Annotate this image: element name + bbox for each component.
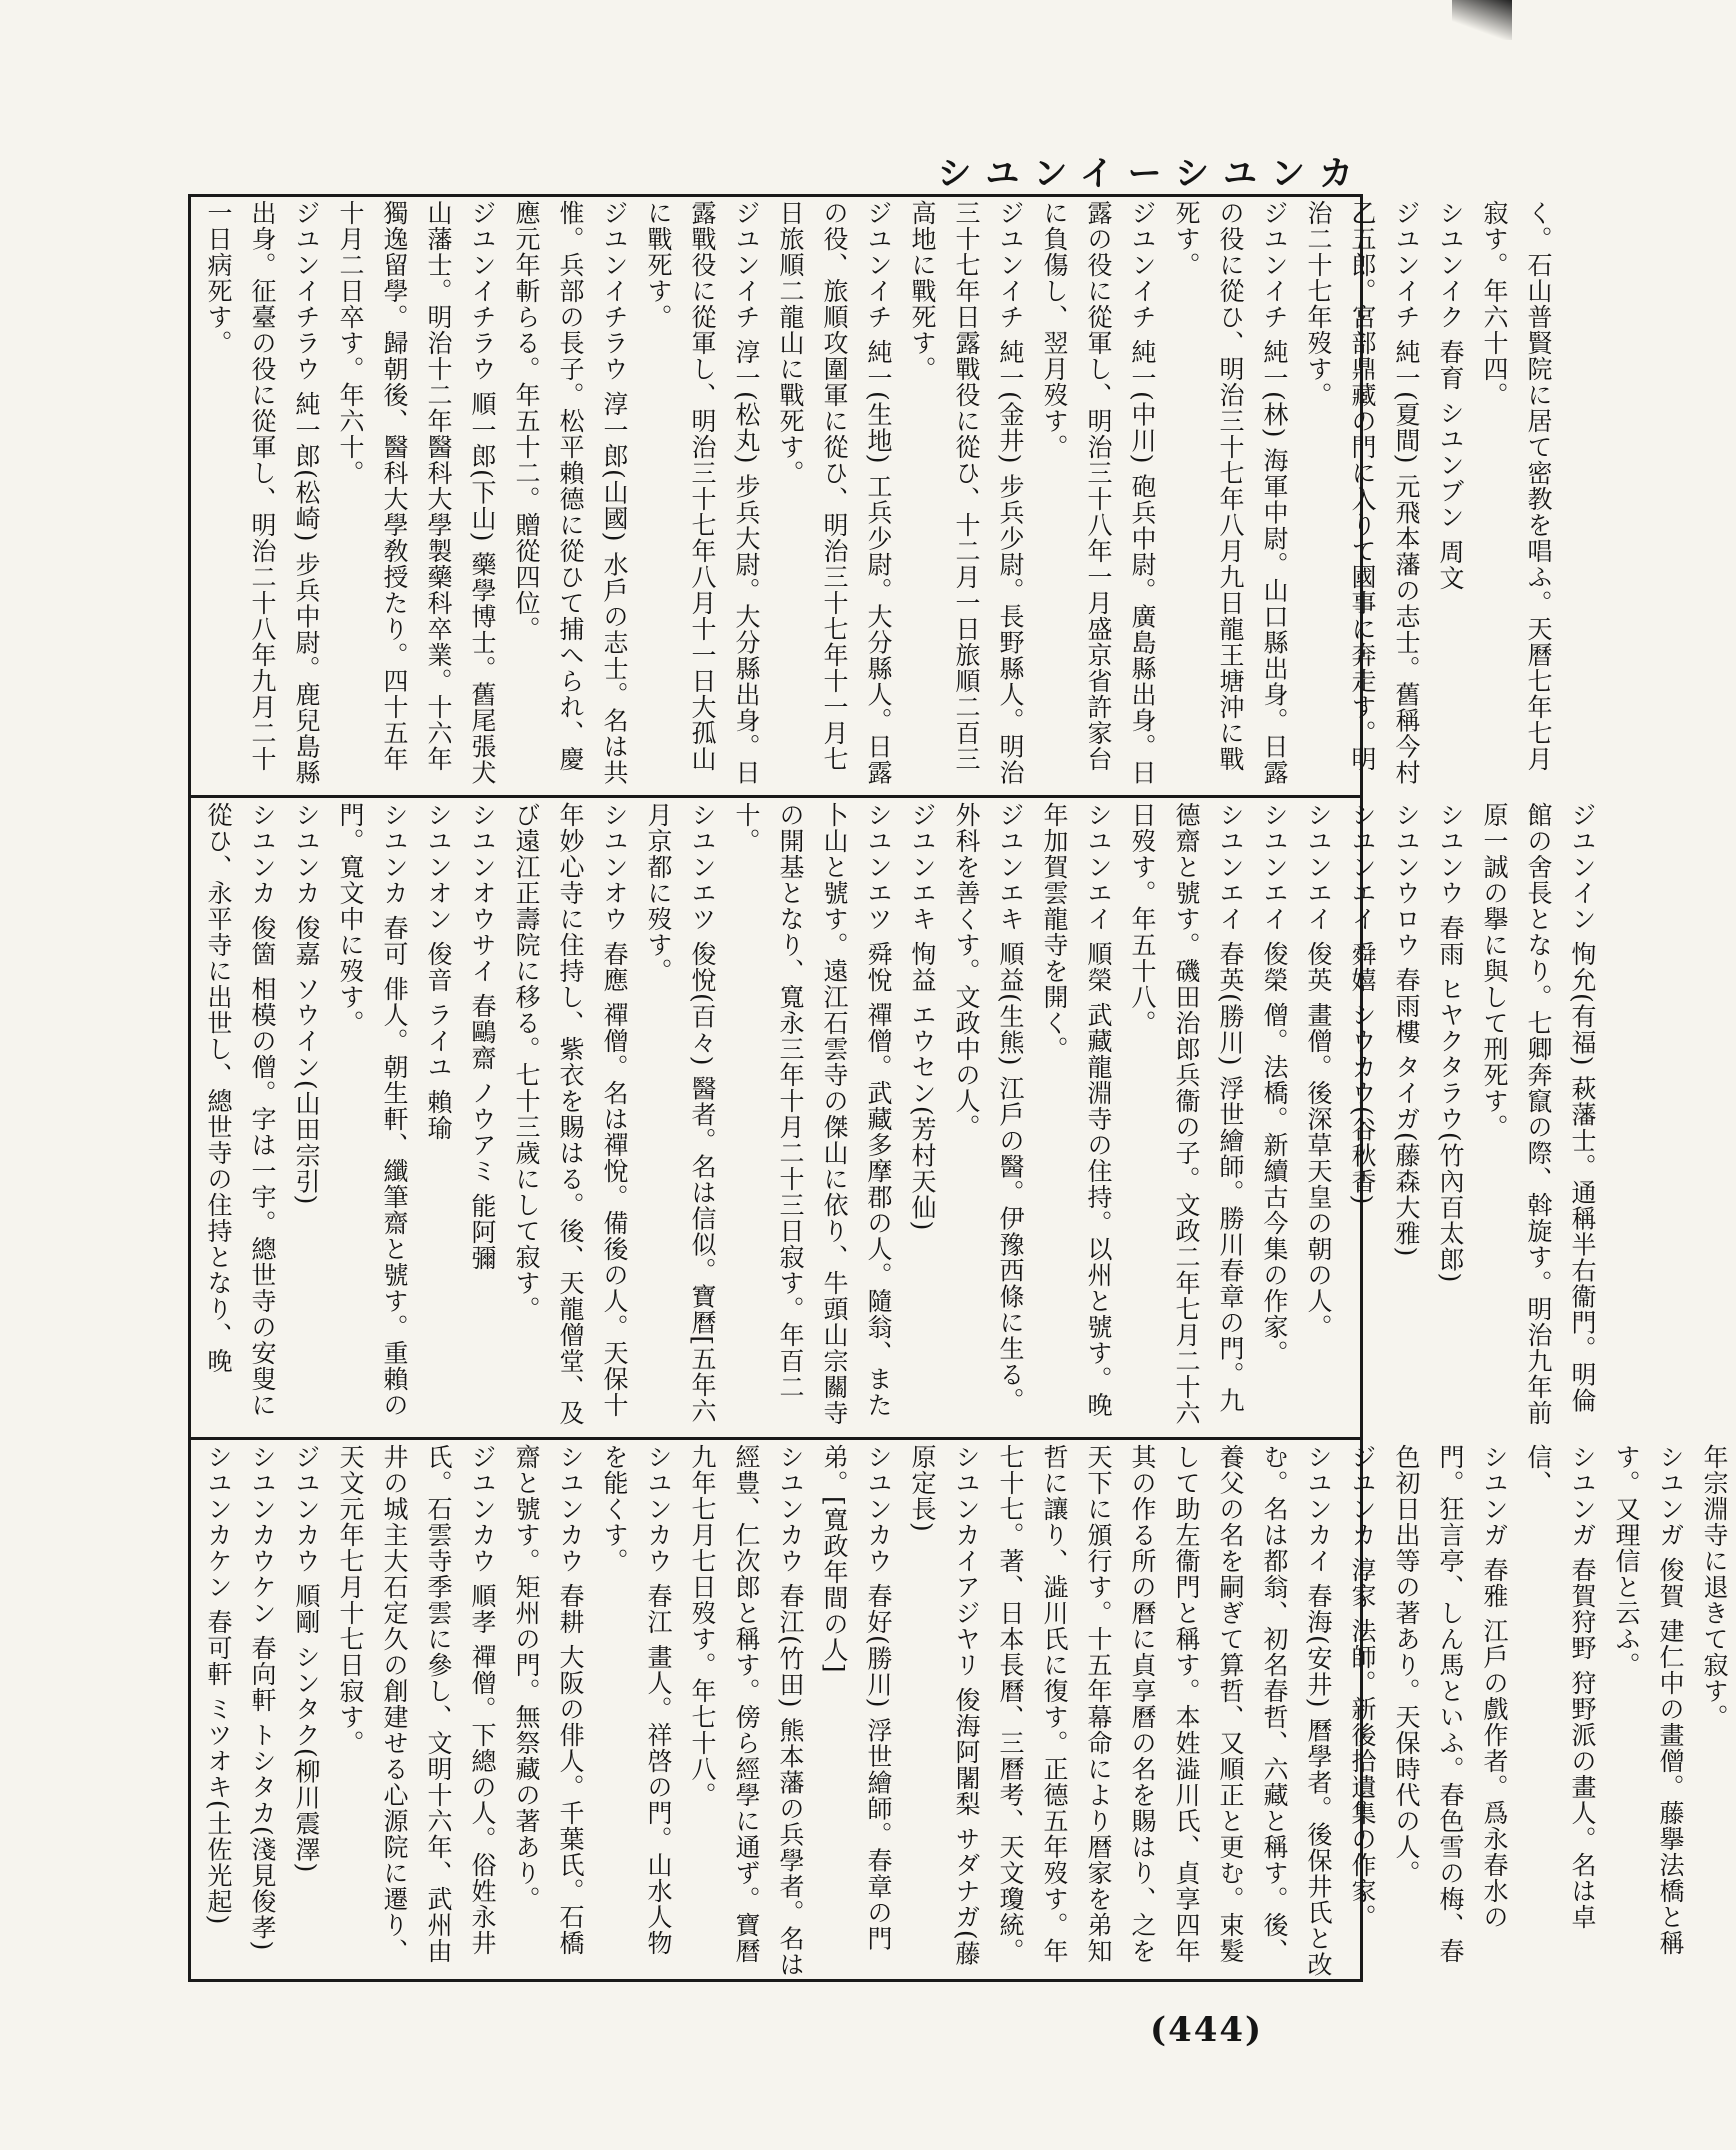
dictionary-entry: シユンカウケン 春向軒 トシタカ(淺見俊孝) xyxy=(248,1444,277,1952)
section-divider-2 xyxy=(188,1437,1363,1440)
middle-section xyxy=(196,802,1597,1434)
dictionary-entry: シユンオウサイ 春鷗齋 ノウアミ 能阿彌 xyxy=(468,802,497,1271)
dictionary-entry: シユンエツ 舜悅 禪僧。武藏多摩郡の人。隨翁、また卜山と號す。遠江石雲寺の傑山に依り、牛頭山宗關寺の開基となり、寬永三年十月二十三日寂す。年百二十。 xyxy=(732,802,893,1426)
dictionary-entry: く。石山普賢院に居て密教を唱ふ。天曆七年七月寂す。年六十四。 xyxy=(1480,200,1553,772)
dictionary-entry: シユンカウ 春江 畫人。祥啓の門。山水人物を能くす。 xyxy=(600,1444,673,1956)
dictionary-entry: シユンエイ 舜嬉 シウカウ(谷秋香) xyxy=(1348,802,1377,1206)
dictionary-entry: シユンカイ 春海(安井) 曆學者。後保井氏と改む。名は都翁、初名春哲、六藏と稱す。後、養父の名を嗣ぎて算哲、又順正と更む。束髮して助左衞門と稱す。本姓澁川氏、貞享四年其の作る所の曆に貞享曆の名を賜はり、之を天下に頒行す。十五年幕命により暦家を弟知哲に讓り、澁川氏に復す。正德五年歿す。年七十七。著、日本長曆、三曆考、天文瓊統。 xyxy=(996,1444,1333,1978)
upper-text-column xyxy=(196,200,1560,792)
dictionary-entry: ジユンイチ 純一(金井) 步兵少尉。長野縣人。明治三十七年日露戰役に從ひ、十二月一日旅順二百三高地に戰死す。 xyxy=(908,200,1025,786)
dictionary-entry: シユンガ 春雅 江戶の戲作者。爲永春水の門。狂言亭、しん馬といふ。春色雪の梅、春色初日出等の著あり。天保時代の人。 xyxy=(1392,1444,1509,1964)
dictionary-entry: ジユンエキ 順益(生熊) 江戶の醫。伊豫西條に生る。外科を善くす。文政中の人。 xyxy=(952,802,1025,1414)
dictionary-entry: ジユンイチ 純一(夏間) 元飛本藩の志士。舊稱今村乙五郎。宮部鼎藏の門に入りて國事に奔走す。明治二十七年歿す。 xyxy=(1304,200,1421,786)
dictionary-entry: シユンエイ 俊英 畫僧。後深草天皇の朝の人。 xyxy=(1304,802,1333,1340)
dictionary-entry: ジユンエキ 恂益 エウセン(芳村天仙) xyxy=(908,802,937,1232)
dictionary-entry: シユンオン 俊音 ライユ 賴瑜 xyxy=(424,802,453,1141)
dictionary-entry: ジユンイン 恂允(有福) 萩藩士。通稱半右衞門。明倫館の舍長となり。七卿奔竄の際、斡旋す。明治九年前原一誠の擧に與して刑死す。 xyxy=(1480,802,1597,1426)
corner-smudge xyxy=(1452,0,1512,40)
dictionary-entry: シユンエイ 順榮 武藏龍淵寺の住持。以州と號す。晚年加賀雲龍寺を開く。 xyxy=(1040,802,1113,1418)
running-header: シユンイーシユンカ xyxy=(937,154,1367,194)
dictionary-entry: シユンガ 俊賀 建仁中の畫僧。藤擧法橋と稱す。又理信と云ふ。 xyxy=(1612,1444,1685,1956)
dictionary-entry: ジユンイチ 淳一(松丸) 步兵大尉。大分縣出身。日露戰役に從軍し、明治三十七年八月十一日大孤山に戰死す。 xyxy=(644,200,761,786)
dictionary-entry: シユンガ 春賀狩野 狩野派の畫人。名は卓信、 xyxy=(1524,1444,1597,1930)
upper-section xyxy=(196,200,1553,792)
dictionary-entry: 年宗淵寺に退きて寂す。 xyxy=(1700,1444,1729,1730)
dictionary-entry: シユンカ 春可 俳人。朝生軒、纖筆齋と號す。重賴の門。寬文中に歿す。 xyxy=(336,802,409,1418)
dictionary-entry: シユンカ 俊箇 相模の僧。字は一宇。總世寺の安叟に從ひ、永平寺に出世し、總世寺の住持となり、晚 xyxy=(204,802,277,1418)
dictionary-entry: ジユンイチラウ 順一郎(下山) 藥學博士。舊尾張犬山藩士。明治十二年醫科大學製藥科卒業。十六年獨逸留學。歸朝後、醫科大學敎授たり。四十五年十月二日卒す。年六十。 xyxy=(336,200,497,786)
dictionary-entry: ジユンカ 淳家 法師。新後拾遺集の作家。 xyxy=(1348,1444,1377,1930)
section-divider-1 xyxy=(188,795,1363,798)
dictionary-entry: シユンカ 俊嘉 ソウイン(山田宗引) xyxy=(292,802,321,1206)
dictionary-entry: シユンカウ 春江(竹田) 熊本藩の兵學者。名は經豊、仁次郎と稱す。傍ら經學に通ず。寶曆九年七月七日歿す。年七十八。 xyxy=(688,1444,805,1978)
page-number: (444) xyxy=(1150,2010,1264,2050)
dictionary-entry: ジユンイチ 純一(中川) 砲兵中尉。廣島縣出身。日露の役に從軍し、明治三十八年一月盛京省許家台に負傷し、翌月歿す。 xyxy=(1040,200,1157,786)
dictionary-entry: ジユンイチ 純一(生地) 工兵少尉。大分縣人。日露の役、旅順攻圍軍に從ひ、明治三十七年十一月七日旅順二龍山に戰死す。 xyxy=(776,200,893,786)
dictionary-entry: ジユンカウ 順孝 禪僧。下總の人。俗姓永井氏。石雲寺季雲に參し、文明十六年、武州由井の城主大石定久の創建せる心源院に遷り、天文元年七月十七日寂す。 xyxy=(336,1444,497,1964)
dictionary-entry: シユンウロウ 春雨樓 タイガ(藤森大雅) xyxy=(1392,802,1421,1258)
dictionary-entry: シユンイク 春育 シユンブン 周文 xyxy=(1436,200,1465,591)
dictionary-entry: ジユンイチラウ 純一郎(松崎) 步兵中尉。鹿兒島縣出身。征臺の役に從軍し、明治二十八年九月二十一日病死す。 xyxy=(204,200,321,786)
dictionary-entry: ジユンイチ 純一(林) 海軍中尉。山口縣出身。日露の役に從ひ、明治三十七年八月九日龍王塘沖に戰死す。 xyxy=(1172,200,1289,786)
dictionary-entry: シユンウ 春雨 ヒヤクタラウ(竹內百太郎) xyxy=(1436,802,1465,1284)
dictionary-entry: ジユンカウ 順剛 シンタク(柳川震澤) xyxy=(292,1444,321,1874)
dictionary-entry: シユンカケン 春可軒 ミツオキ(土佐光起) xyxy=(204,1444,233,1926)
lower-text-column xyxy=(196,1444,1736,1978)
middle-text-column xyxy=(196,802,1604,1434)
dictionary-entry: ジユンイチラウ 淳一郎(山國) 水戶の志士。名は共惟。兵部の長子。松平賴德に從ひて捕へられ、慶應元年斬らる。年五十二。贈從四位。 xyxy=(512,200,629,786)
dictionary-entry: シユンエイ 俊榮 僧。法橋。新續古今集の作家。 xyxy=(1260,802,1289,1366)
dictionary-entry: シユンエイ 春英(勝川) 浮世繪師。勝川春章の門。九德齋と號す。磯田治郎兵衞の子。文政二年七月二十六日歿す。年五十八。 xyxy=(1128,802,1245,1426)
dictionary-entry: シユンエツ 俊悅(百々) 醫者。名は信似。寶曆[五年六月京都に歿す。 xyxy=(644,802,717,1425)
dictionary-entry: シユンカウ 春好(勝川) 浮世繪師。春章の門弟。[寬政年間の人] xyxy=(820,1444,893,1952)
dictionary-entry: シユンオウ 春應 禪僧。名は禪悅。備後の人。天保十年妙心寺に住持し、紫衣を賜はる。後、天龍僧堂、及び遠江正壽院に移る。七十三歲にして寂す。 xyxy=(512,802,629,1426)
lower-section xyxy=(196,1444,1729,1978)
dictionary-entry: シユンカウ 春耕 大阪の俳人。千葉氏。石橋齋と號す。矩州の門。無祭藏の著あり。 xyxy=(512,1444,585,1956)
dictionary-entry: シユンカイアジヤリ 俊海阿闍梨 サダナガ(藤原定長) xyxy=(908,1444,981,1967)
